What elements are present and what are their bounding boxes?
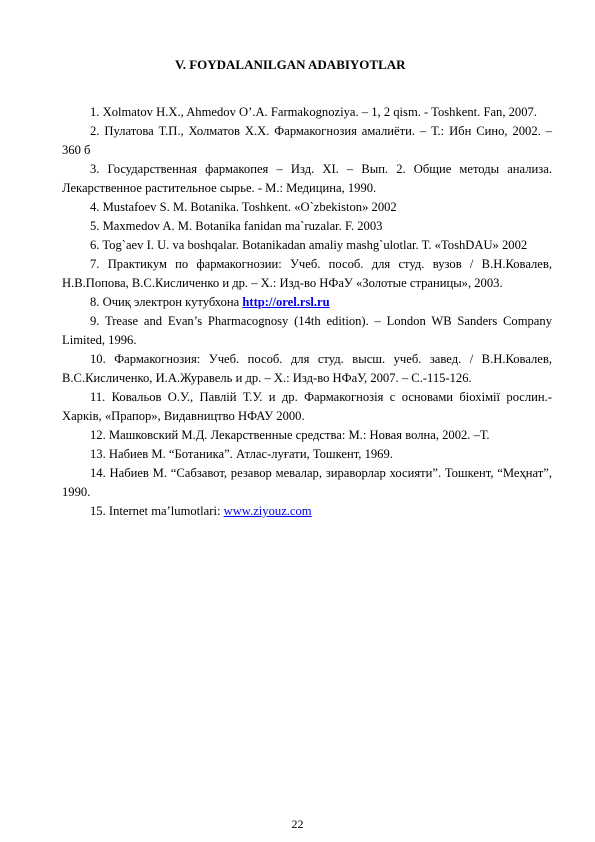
page-number: 22 bbox=[291, 817, 304, 831]
reference-text: 11. Ковальов О.У., Павлій Т.У. и др. Фармакогнозія с основами біохімії рослин.- Харків, «Прапор», Видавництво НФАУ 2000. bbox=[62, 390, 552, 423]
reference-item bbox=[62, 217, 552, 236]
reference-item bbox=[62, 293, 552, 312]
reference-item bbox=[62, 388, 552, 426]
reference-text: 1. Xolmatov H.X., Ahmedov O’.A. Farmakognoziya. – 1, 2 qism. - Toshkent. Fan, 2007. bbox=[90, 105, 537, 119]
reference-text: 7. Практикум по фармакогнозии: Учеб. пособ. для студ. вузов / В.Н.Ковалев, Н.В.Попова, В.С.Кисличенко и др. – Х.: Изд-во НФаУ «Золотые страницы», 2003. bbox=[62, 257, 552, 290]
reference-item bbox=[62, 236, 552, 255]
reference-item bbox=[62, 312, 552, 350]
reference-link[interactable]: http://orel.rsl.ru bbox=[242, 295, 330, 309]
reference-list bbox=[62, 103, 552, 521]
reference-item bbox=[62, 160, 552, 198]
reference-item bbox=[62, 198, 552, 217]
reference-item bbox=[62, 103, 552, 122]
reference-item bbox=[62, 426, 552, 445]
reference-text: 4. Mustafoev S. M. Botanika. Toshkent. «O`zbekiston» 2002 bbox=[90, 200, 397, 214]
reference-text: 15. Internet ma’lumotlari: bbox=[90, 504, 224, 518]
reference-item bbox=[62, 255, 552, 293]
reference-item bbox=[62, 350, 552, 388]
reference-item bbox=[62, 445, 552, 464]
reference-text: 13. Набиев М. “Ботаника”. Атлас-луғати, Тошкент, 1969. bbox=[90, 447, 393, 461]
reference-text: 3. Государственная фармакопея – Изд. XI. – Вып. 2. Общие методы анализа. Лекарственное растительное сырье. - М.: Медицина, 1990. bbox=[62, 162, 552, 195]
reference-link[interactable]: www.ziyouz.com bbox=[223, 504, 312, 518]
reference-item bbox=[62, 464, 552, 502]
reference-text: 2. Пулатова Т.П., Холматов Х.Х. Фармакогнозия амалиёти. – Т.: Ибн Сино, 2002. – 360 б bbox=[62, 124, 552, 157]
reference-item bbox=[62, 502, 552, 521]
reference-text: 6. Tog`aev I. U. va boshqalar. Botanikadan amaliy mashg`ulotlar. T. «ToshDAU» 2002 bbox=[90, 238, 528, 252]
reference-text: 14. Набиев М. “Сабзавот, резавор мевалар, зираворлар хосияти”. Тошкент, “Меҳнат”, 1990. bbox=[62, 466, 552, 499]
reference-text: 5. Maxmedov A. M. Botanika fanidan ma`ruzalar. F. 2003 bbox=[90, 219, 383, 233]
reference-text: 8. Очиқ электрон кутубхона bbox=[90, 295, 243, 309]
reference-text: 9. Trease and Evan’s Pharmacognosy (14th edition). – London WB Sanders Company Limited, 1996. bbox=[62, 314, 552, 347]
reference-text: 12. Машковский М.Д. Лекарственные средства: М.: Новая волна, 2002. –Т. bbox=[90, 428, 490, 442]
reference-item bbox=[62, 122, 552, 160]
reference-text: 10. Фармакогнозия: Учеб. пособ. для студ. высш. учеб. завед. / В.Н.Ковалев, В.С.Кисличенко, И.А.Журавель и др. – Х.: Изд-во НФаУ, 2007. – С.-115-126. bbox=[62, 352, 552, 385]
section-title: V. FOYDALANILGAN ADABIYOTLAR bbox=[175, 57, 406, 72]
